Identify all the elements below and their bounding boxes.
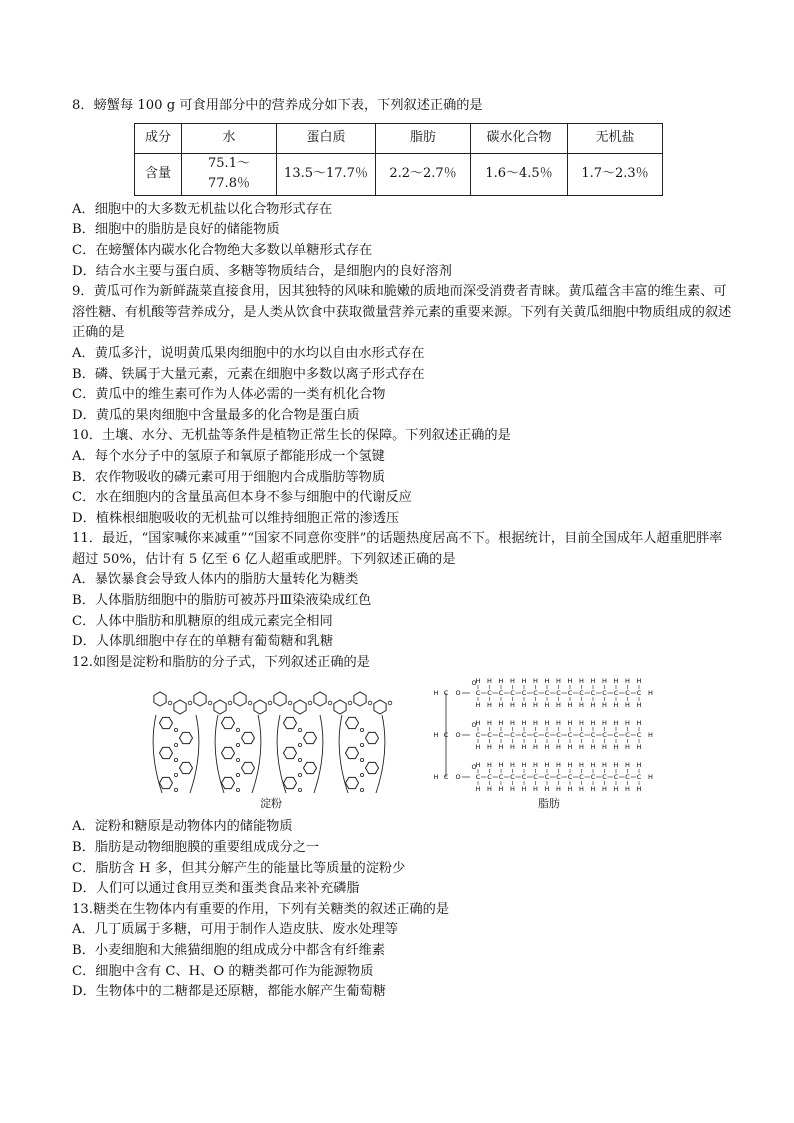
glycerol-hydrogen: H	[434, 731, 439, 740]
chain-hydrogen: H	[636, 785, 642, 794]
q8-option-d: D．结合水主要与蛋白质、多糖等物质结合，是细胞内的良好溶剂	[72, 263, 452, 279]
chain-hydrogen: H	[510, 761, 515, 770]
chain-hydrogen: H	[487, 743, 492, 752]
chain-carbon: C	[487, 773, 492, 782]
table-cell: 水	[182, 123, 277, 153]
q13-option-b: B．小麦细胞和大熊猫细胞的组成成分中都含有纤维素	[72, 943, 386, 958]
starch-ring	[234, 692, 246, 706]
chain-hydrogen: H	[602, 743, 607, 752]
starch-link	[174, 729, 177, 732]
starch-link	[174, 774, 177, 777]
starch-link	[188, 702, 192, 706]
q12-option-d: D．人们可以通过食用豆类和蛋类食品来补充磷脂	[72, 881, 360, 897]
starch-link	[360, 744, 363, 747]
chain-hydrogen: H	[544, 677, 550, 686]
table-cell: 蛋白质	[277, 123, 376, 153]
starch-link	[360, 759, 363, 762]
chain-carbon: C	[625, 689, 630, 698]
q11-option-c: C．人体中脂肪和肌糖原的组成元素完全相同	[72, 613, 333, 629]
chain-hydrogen: H	[567, 719, 573, 728]
chain-carbon: C	[475, 689, 481, 698]
chain-hydrogen: H	[590, 743, 596, 752]
starch-link	[308, 702, 312, 706]
starch-link	[174, 744, 177, 747]
chain-carbon: C	[544, 731, 550, 740]
chain-hydrogen: H	[498, 677, 504, 686]
starch-ring	[154, 692, 166, 706]
starch-ring	[254, 700, 266, 714]
chain-hydrogen: H	[567, 701, 573, 710]
chain-hydrogen: H	[498, 761, 504, 770]
q9-stem: 9．黄瓜可作为新鲜蔬菜直接食用，因其独特的风味和脆嫩的质地而深受消费者青睐。黄瓜蕴含丰富的维生素、可溶性糖、有机酸等营养成分，是人类从饮食中获取微量营养元素的重要来源。下列有关黄瓜细胞中物质组成的叙述正确的是	[72, 284, 732, 341]
chain-hydrogen: H	[590, 719, 596, 728]
fat-caption: 脂肪	[538, 797, 560, 811]
chain-hydrogen: H	[590, 701, 596, 710]
chain-hydrogen: H	[521, 677, 527, 686]
chain-hydrogen: H	[636, 701, 642, 710]
starch-ring	[194, 692, 206, 706]
q10-option-d: D．植株根细胞吸收的无机盐可以维持细胞正常的渗透压	[72, 510, 400, 526]
q12-stem: 12.如图是淀粉和脂肪的分子式，下列叙述正确的是	[72, 654, 370, 670]
glycerol-carbon: C	[443, 731, 449, 740]
chain-hydrogen: H	[613, 743, 619, 752]
starch-link	[236, 759, 239, 762]
chain-hydrogen: H	[590, 785, 596, 794]
starch-link	[360, 774, 363, 777]
q12-option-b: B．脂肪是动物细胞膜的重要组成成分之一	[72, 840, 320, 856]
table-cell: 脂肪	[376, 123, 471, 153]
chain-hydrogen: H	[556, 719, 561, 728]
chain-hydrogen: H	[602, 719, 607, 728]
chain-carbon: C	[590, 689, 596, 698]
q10-option-b: B．农作物吸收的磷元素可用于细胞内合成脂肪等物质	[72, 469, 386, 485]
carbonyl-oxygen: O	[471, 721, 477, 730]
chain-hydrogen: H	[544, 761, 550, 770]
chain-hydrogen: H	[510, 785, 515, 794]
starch-link	[228, 702, 232, 706]
starch-ring	[294, 700, 306, 714]
q9-option-a: A．黄瓜多汁，说明黄瓜果肉细胞中的水均以自由水形式存在	[72, 345, 425, 361]
table-header-row	[135, 123, 663, 153]
chain-hydrogen: H	[544, 719, 550, 728]
chain-carbon: C	[636, 773, 642, 782]
table-cell: 75.1～77.8％	[182, 153, 277, 195]
starch-ring	[284, 748, 297, 759]
starch-link	[174, 759, 177, 762]
exam-page	[72, 96, 732, 1003]
chain-hydrogen: H	[625, 785, 630, 794]
starch-ring	[174, 700, 186, 714]
chain-hydrogen: H	[521, 701, 527, 710]
starch-link	[168, 702, 172, 706]
table-cell: 2.2～2.7％	[376, 153, 471, 195]
chain-carbon: C	[613, 773, 619, 782]
chain-hydrogen: H	[602, 761, 607, 770]
starch-ring	[284, 778, 297, 789]
q13-stem: 13.糖类在生物体内有重要的作用，下列有关糖类的叙述正确的是	[72, 901, 450, 917]
chain-hydrogen: H	[579, 785, 584, 794]
chain-carbon: C	[636, 731, 642, 740]
chain-hydrogen: H	[521, 785, 527, 794]
chain-hydrogen: H	[567, 761, 573, 770]
chain-carbon: C	[544, 689, 550, 698]
chain-hydrogen: H	[487, 719, 492, 728]
glycerol-carbon: C	[443, 773, 449, 782]
chain-carbon: C	[636, 689, 642, 698]
chain-hydrogen: H	[475, 761, 481, 770]
chain-carbon: C	[579, 689, 584, 698]
chain-hydrogen: H	[510, 701, 515, 710]
starch-ring	[346, 718, 359, 729]
glycerol-hydrogen: H	[434, 689, 439, 698]
chain-carbon: C	[567, 689, 573, 698]
starch-ring	[180, 763, 193, 774]
chain-carbon: C	[475, 773, 481, 782]
chain-carbon: C	[625, 773, 630, 782]
chain-hydrogen: H	[533, 743, 538, 752]
q10-option-c: C．水在细胞内的含量虽高但本身不参与细胞中的代谢反应	[72, 490, 412, 506]
q8-stem: 8．螃蟹每 100 g 可食用部分中的营养成分如下表，下列叙述正确的是	[72, 98, 483, 113]
chain-hydrogen: H	[613, 677, 619, 686]
q8-option-c: C．在螃蟹体内碳水化合物绝大多数以单糖形式存在	[72, 242, 373, 258]
starch-ring	[160, 778, 173, 789]
starch-ring	[346, 778, 359, 789]
carbonyl-oxygen: O	[471, 679, 477, 688]
chain-hydrogen: H	[567, 743, 573, 752]
starch-link	[360, 729, 363, 732]
chain-hydrogen: H	[487, 761, 492, 770]
q9-option-d: D．黄瓜的果肉细胞中含量最多的化合物是蛋白质	[72, 407, 360, 423]
chain-hydrogen: H	[498, 743, 504, 752]
ester-oxygen: O	[455, 773, 461, 782]
chain-hydrogen: H	[475, 677, 481, 686]
q12-option-c: C．脂肪含 H 多，但其分解产生的能量比等质量的淀粉少	[72, 860, 406, 876]
chain-carbon: C	[602, 689, 607, 698]
ester-oxygen: O	[455, 731, 461, 740]
starch-ring	[374, 700, 386, 714]
chain-hydrogen: H	[590, 677, 596, 686]
starch-link	[298, 744, 301, 747]
chain-carbon: C	[510, 689, 515, 698]
table-cell: 1.7～2.3％	[568, 153, 663, 195]
chain-hydrogen: H	[533, 677, 538, 686]
chain-end-hydrogen: H	[648, 689, 653, 698]
chain-hydrogen: H	[602, 701, 607, 710]
starch-ring	[304, 733, 317, 744]
fat-structure-diagram	[434, 677, 656, 811]
chain-carbon: C	[602, 731, 607, 740]
chain-hydrogen: H	[613, 719, 619, 728]
chain-carbon: C	[533, 689, 538, 698]
q11-option-d: D．人体肌细胞中存在的单糖有葡萄糖和乳糖	[72, 634, 334, 650]
starch-link	[236, 744, 239, 747]
chain-hydrogen: H	[533, 719, 538, 728]
q12-option-a: A．淀粉和糖原是动物体内的储能物质	[72, 819, 293, 835]
chain-carbon: C	[487, 731, 492, 740]
chain-hydrogen: H	[487, 701, 492, 710]
starch-link	[268, 702, 272, 706]
chain-carbon: C	[613, 731, 619, 740]
nutrition-table	[134, 123, 663, 196]
starch-link	[298, 789, 301, 792]
chain-carbon: C	[498, 731, 504, 740]
chain-hydrogen: H	[625, 743, 630, 752]
table-cell: 1.6～4.5％	[471, 153, 568, 195]
starch-structure-diagram	[150, 681, 394, 809]
chain-carbon: C	[613, 689, 619, 698]
chain-hydrogen: H	[579, 719, 584, 728]
q8-option-b: B．细胞中的脂肪是良好的储能物质	[72, 222, 280, 238]
chain-carbon: C	[579, 773, 584, 782]
chain-hydrogen: H	[521, 743, 527, 752]
chain-hydrogen: H	[602, 677, 607, 686]
chain-carbon: C	[521, 773, 527, 782]
starch-ring	[284, 718, 297, 729]
chain-hydrogen: H	[602, 785, 607, 794]
chain-hydrogen: H	[567, 677, 573, 686]
starch-ring	[346, 748, 359, 759]
chain-hydrogen: H	[636, 719, 642, 728]
chain-hydrogen: H	[556, 785, 561, 794]
chain-carbon: C	[498, 689, 504, 698]
glycerol-hydrogen: H	[434, 773, 439, 782]
starch-link	[328, 702, 332, 706]
chain-hydrogen: H	[636, 761, 642, 770]
q9-option-b: B．磷、铁属于大量元素，元素在细胞中多数以离子形式存在	[72, 366, 425, 382]
chain-hydrogen: H	[533, 785, 538, 794]
starch-link	[236, 729, 239, 732]
starch-ring	[222, 778, 235, 789]
q13-option-d: D．生物体中的二糖都是还原糖，都能水解产生葡萄糖	[72, 984, 386, 1000]
starch-ring	[160, 718, 173, 729]
chain-hydrogen: H	[625, 701, 630, 710]
starch-link	[360, 789, 363, 792]
glycerol-carbon: C	[443, 689, 449, 698]
chain-hydrogen: H	[521, 761, 527, 770]
chain-hydrogen: H	[567, 785, 573, 794]
table-cell: 含量	[135, 153, 182, 195]
chain-carbon: C	[579, 731, 584, 740]
table-cell: 13.5～17.7％	[277, 153, 376, 195]
chain-hydrogen: H	[544, 701, 550, 710]
chain-hydrogen: H	[625, 677, 630, 686]
q12-figure	[72, 677, 732, 815]
chain-carbon: C	[521, 689, 527, 698]
chain-hydrogen: H	[613, 785, 619, 794]
chain-hydrogen: H	[521, 719, 527, 728]
chain-carbon: C	[475, 731, 481, 740]
starch-ring	[242, 733, 255, 744]
chain-carbon: C	[602, 773, 607, 782]
chain-hydrogen: H	[475, 743, 481, 752]
starch-ring	[366, 733, 379, 744]
chain-hydrogen: H	[636, 743, 642, 752]
table-cell: 碳水化合物	[471, 123, 568, 153]
q13-option-a: A．几丁质属于多糖，可用于制作人造皮肤、废水处理等	[72, 922, 399, 938]
starch-link	[288, 702, 292, 706]
chain-hydrogen: H	[556, 761, 561, 770]
starch-link	[208, 702, 212, 706]
chain-hydrogen: H	[625, 719, 630, 728]
q11-stem: 11．最近，“国家喊你来减重”“国家不同意你变胖”的话题热度居高不下。根据统计，目前全国成年人超重肥胖率超过 50%，估计有 5 亿至 6 亿人超重或肥胖。下列叙述正确的是	[72, 531, 723, 567]
chain-hydrogen: H	[544, 785, 550, 794]
carbonyl-oxygen: O	[471, 763, 477, 772]
chain-hydrogen: H	[625, 761, 630, 770]
chain-hydrogen: H	[510, 677, 515, 686]
ester-oxygen: O	[455, 689, 461, 698]
q13-option-c: C．细胞中含有 C、H、O 的糖类都可作为能源物质	[72, 963, 374, 979]
chain-carbon: C	[487, 689, 492, 698]
chain-hydrogen: H	[579, 677, 584, 686]
chain-end-hydrogen: H	[648, 773, 653, 782]
q8-option-a: A．细胞中的大多数无机盐以化合物形式存在	[72, 201, 333, 217]
starch-ring	[334, 700, 346, 714]
chain-carbon: C	[556, 773, 561, 782]
chain-hydrogen: H	[510, 743, 515, 752]
starch-link	[388, 702, 392, 706]
chain-carbon: C	[590, 731, 596, 740]
chain-carbon: C	[533, 773, 538, 782]
table-cell: 无机盐	[568, 123, 663, 153]
chain-hydrogen: H	[533, 701, 538, 710]
chain-carbon: C	[625, 731, 630, 740]
chain-hydrogen: H	[510, 719, 515, 728]
chain-hydrogen: H	[613, 761, 619, 770]
chain-carbon: C	[544, 773, 550, 782]
starch-ring	[304, 763, 317, 774]
starch-link	[348, 702, 352, 706]
chain-hydrogen: H	[487, 785, 492, 794]
chain-hydrogen: H	[579, 701, 584, 710]
starch-ring	[160, 748, 173, 759]
chain-hydrogen: H	[613, 701, 619, 710]
chain-carbon: C	[556, 731, 561, 740]
chain-hydrogen: H	[556, 743, 561, 752]
starch-ring	[314, 692, 326, 706]
chain-hydrogen: H	[498, 785, 504, 794]
chain-hydrogen: H	[556, 677, 561, 686]
starch-link	[236, 789, 239, 792]
chain-hydrogen: H	[487, 677, 492, 686]
chain-carbon: C	[567, 731, 573, 740]
chain-carbon: C	[567, 773, 573, 782]
chain-hydrogen: H	[544, 743, 550, 752]
starch-link	[248, 702, 252, 706]
q10-stem: 10．土壤、水分、无机盐等条件是植物正常生长的保障。下列叙述正确的是	[72, 428, 511, 444]
chain-hydrogen: H	[636, 677, 642, 686]
starch-link	[368, 702, 372, 706]
chain-hydrogen: H	[579, 761, 584, 770]
chain-hydrogen: H	[475, 719, 481, 728]
starch-ring	[214, 700, 226, 714]
table-cell: 成分	[135, 123, 182, 153]
starch-ring	[222, 748, 235, 759]
starch-link	[236, 774, 239, 777]
chain-hydrogen: H	[498, 701, 504, 710]
starch-ring	[180, 733, 193, 744]
chain-carbon: C	[510, 773, 515, 782]
chain-carbon: C	[510, 731, 515, 740]
q11-option-a: A．暴饮暴食会导致人体内的脂肪大量转化为糖类	[72, 572, 359, 588]
chain-carbon: C	[590, 773, 596, 782]
chain-hydrogen: H	[475, 785, 481, 794]
q9-option-c: C．黄瓜中的维生素可作为人体必需的一类有机化合物	[72, 387, 386, 403]
chain-hydrogen: H	[498, 719, 504, 728]
chain-hydrogen: H	[579, 743, 584, 752]
starch-ring	[366, 763, 379, 774]
starch-link	[298, 729, 301, 732]
starch-link	[174, 789, 177, 792]
chain-hydrogen: H	[556, 701, 561, 710]
starch-caption: 淀粉	[260, 797, 282, 811]
starch-link	[298, 774, 301, 777]
starch-ring	[222, 718, 235, 729]
chain-hydrogen: H	[475, 701, 481, 710]
starch-link	[298, 759, 301, 762]
chain-hydrogen: H	[590, 761, 596, 770]
chain-carbon: C	[521, 731, 527, 740]
chain-carbon: C	[533, 731, 538, 740]
chain-carbon: C	[498, 773, 504, 782]
q11-option-b: B．人体脂肪细胞中的脂肪可被苏丹Ⅲ染液染成红色	[72, 593, 372, 609]
starch-ring	[274, 692, 286, 706]
starch-ring	[354, 692, 366, 706]
chain-hydrogen: H	[533, 761, 538, 770]
starch-ring	[242, 763, 255, 774]
q10-option-a: A．每个水分子中的氢原子和氧原子都能形成一个氢键	[72, 448, 385, 464]
table-row	[135, 153, 663, 195]
chain-carbon: C	[556, 689, 561, 698]
chain-end-hydrogen: H	[648, 731, 653, 740]
